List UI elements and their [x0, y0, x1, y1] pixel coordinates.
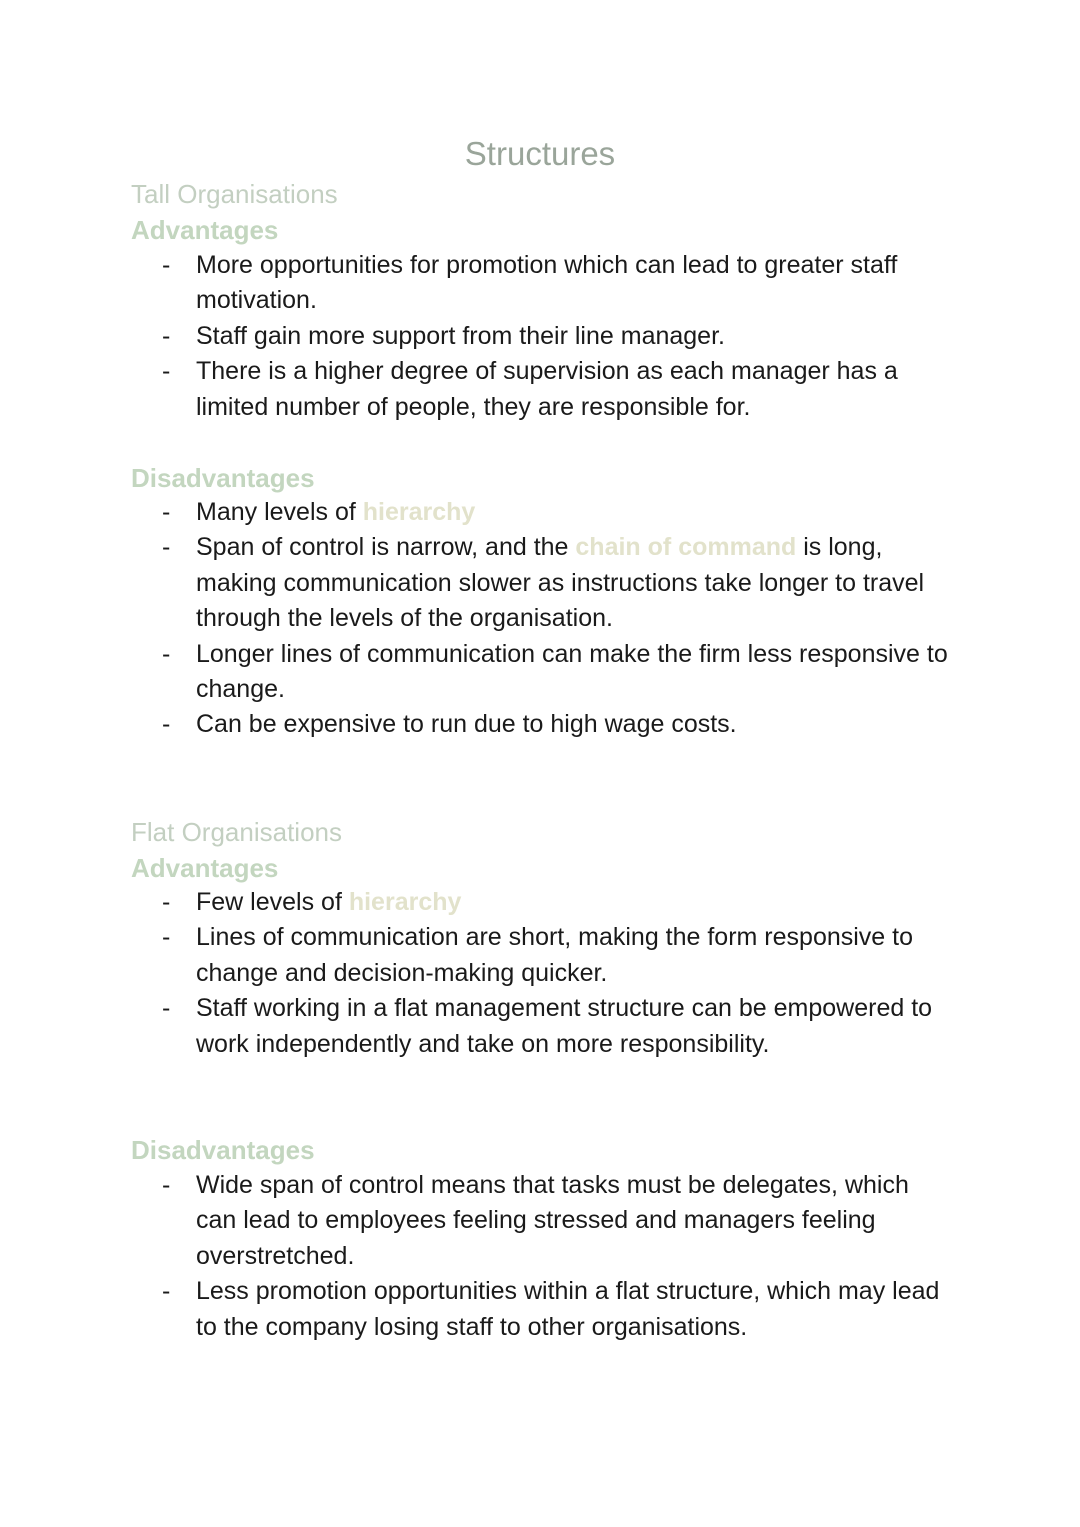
list-item-text: Few levels of: [196, 888, 349, 916]
list-item: [0, 248, 956, 319]
bullet-dash: -: [162, 251, 171, 279]
bullet-dash: -: [162, 888, 171, 916]
list-item-text: Wide span of control means that tasks must be delegates, which can lead to employees feeling stressed and managers feeling overstretched.: [196, 1171, 909, 1270]
list-item-text: Many levels of: [196, 498, 363, 526]
tall-advantages-list: [0, 248, 956, 425]
page-title: Structures: [464, 135, 616, 172]
flat-advantages-heading: Advantages: [131, 853, 279, 883]
list-item: [0, 991, 956, 1062]
list-item: [0, 707, 956, 742]
list-item-text: Longer lines of communication can make the firm less responsive to change.: [196, 639, 948, 704]
list-item-text: Can be expensive to run due to high wage costs.: [196, 710, 737, 739]
flat-disadvantages-list: [0, 1168, 956, 1345]
list-item: [0, 319, 956, 354]
list-item-text: Lines of communication are short, making the form responsive to change and decision-making quicker.: [196, 923, 914, 987]
list-item-text: More opportunities for promotion which can lead to greater staff motivation.: [196, 251, 898, 315]
bullet-dash: -: [162, 994, 171, 1023]
list-item: [0, 885, 956, 920]
list-item: [0, 637, 956, 708]
key-term-chain-of-command: chain of command: [575, 533, 797, 562]
flat-advantages-list: [0, 885, 956, 1062]
bullet-dash: -: [162, 710, 171, 739]
tall-disadvantages-list: [0, 495, 956, 743]
key-term-hierarchy: hierarchy: [348, 888, 462, 916]
bullet-dash: -: [162, 1277, 171, 1306]
list-item-text: is long, making communication slower as instructions take longer to travel through the levels of the organisation.: [196, 533, 925, 633]
list-item: [0, 530, 956, 636]
flat-organisations-heading: Flat Organisations: [131, 817, 342, 847]
tall-advantages-heading: Advantages: [131, 215, 279, 245]
bullet-dash: -: [162, 1171, 171, 1199]
bullet-dash: -: [162, 639, 171, 668]
bullet-dash: -: [162, 321, 171, 350]
list-item: [0, 354, 956, 425]
list-item: [0, 495, 956, 530]
list-item: [0, 1274, 956, 1345]
bullet-dash: -: [162, 533, 171, 562]
flat-disadvantages-heading: Disadvantages: [131, 1135, 315, 1165]
bullet-dash: -: [162, 498, 171, 526]
bullet-dash: -: [162, 923, 171, 952]
list-item-text: Staff working in a flat management structure can be empowered to work independently and take on more responsibility.: [196, 994, 933, 1058]
bullet-dash: -: [162, 357, 171, 386]
key-term-hierarchy: hierarchy: [362, 498, 476, 526]
list-item-text: There is a higher degree of supervision as each manager has a limited number of people, they are responsible for.: [196, 357, 898, 421]
list-item: [0, 1168, 956, 1274]
list-item: [0, 920, 956, 991]
tall-disadvantages-heading: Disadvantages: [131, 463, 315, 493]
list-item-text: Less promotion opportunities within a flat structure, which may lead to the company losing staff to other organisations.: [196, 1277, 940, 1341]
list-item-text: Span of control is narrow, and the: [196, 533, 576, 562]
tall-organisations-heading: Tall Organisations: [131, 179, 338, 209]
list-item-text: Staff gain more support from their line manager.: [196, 321, 725, 350]
